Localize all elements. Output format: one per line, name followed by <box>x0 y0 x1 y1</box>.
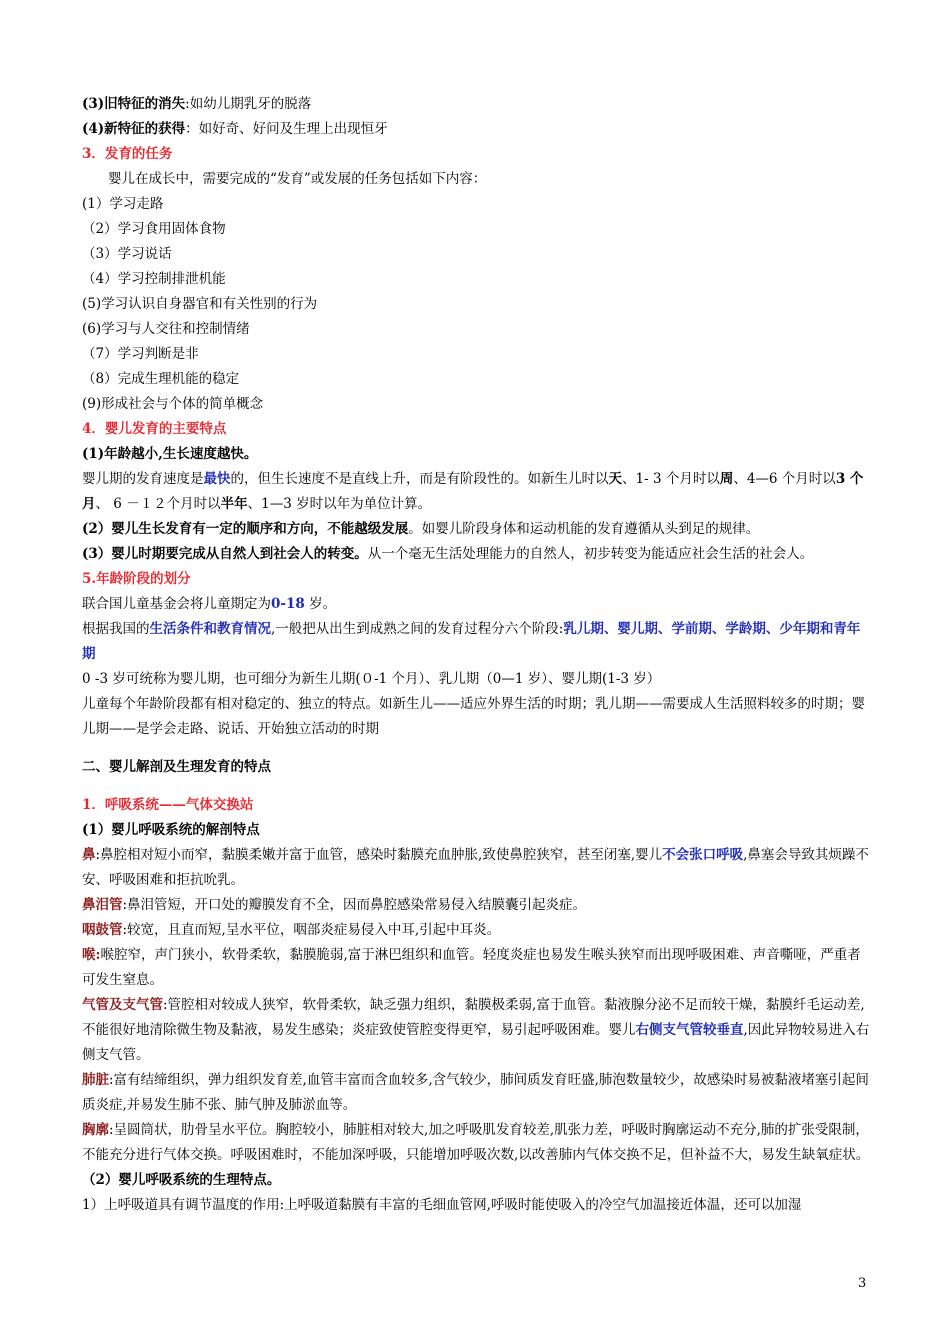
highlight-six-stages: 乳儿期、婴儿期、学前期、学龄期、少年期和青年期 <box>82 621 861 662</box>
feature-item-4 <box>82 117 872 142</box>
task-item: (6)学习与人交往和控制情绪 <box>82 321 250 337</box>
organ-nose <box>82 843 872 893</box>
feature-point-2-text: 。如婴儿阶段身体和运动机能的发育遵循从头到足的规律。 <box>408 521 760 537</box>
feature-item-3-text: :如幼儿期乳牙的脱落 <box>185 96 312 112</box>
task-item: （8）完成生理机能的稳定 <box>82 371 240 387</box>
text-run: :富有结缔组织，弹力组织发育差,血管丰富而含血较多,含气较少，肺间质发育旺盛,肺泡数量较少，故感染时易被黏液堵塞引起间质炎症,并易发生肺不张、肺气肿及肺淤血等。 <box>82 1072 869 1113</box>
section-heading-features: 4．婴儿发育的主要特点 <box>82 421 227 437</box>
text-run: :较宽，且直而短,呈水平位，咽部炎症易侵入中耳,引起中耳炎。 <box>122 922 501 938</box>
text-run: 、1—3 岁时以年为单位计算。 <box>247 496 432 512</box>
text-run: :管腔相对较成人狭窄，软骨柔软，缺乏强力组织，黏膜极柔弱,富于血管。黏液腺分泌不足而较干燥，黏膜纤毛运动差,不能很好地清除微生物及黏液，易发生感染；炎症致使管腔变得更窄，易引起呼吸困难。婴儿 <box>82 997 865 1038</box>
organ-label: 胸廓 <box>82 1122 109 1138</box>
text-run: 岁。 <box>304 596 337 612</box>
task-item: (5)学习认识自身器官和有关性别的行为 <box>82 296 318 312</box>
feature-point-3-text: 从一个毫无生活处理能力的自然人，初步转变为能适应社会生活的社会人。 <box>367 546 814 562</box>
organ-trachea <box>82 993 872 1068</box>
organ-larynx <box>82 943 872 993</box>
feature-point-3 <box>82 542 872 567</box>
organ-label: 咽鼓管 <box>82 922 123 938</box>
page-number: 3 <box>858 1276 867 1291</box>
feature-item-3-label: (3)旧特征的消失 <box>82 96 186 112</box>
section-heading-tasks: 3．发育的任务 <box>82 146 173 162</box>
text-run: 的，但生长速度不是直线上升，而是有阶段性的。如新生儿时以 <box>230 471 609 487</box>
organ-label: 气管及支气管 <box>82 997 163 1013</box>
task-item: （7）学习判断是非 <box>82 346 199 362</box>
task-item: (9)形成社会与个体的简单概念 <box>82 396 264 412</box>
task-item: (1）学习走路 <box>82 196 164 212</box>
feature-point-2-title: (2）婴儿生长发育有一定的顺序和方向，不能越级发展 <box>82 521 409 537</box>
highlight-3-months: 3 个月 <box>82 471 864 512</box>
document-body <box>82 92 872 1218</box>
text-run: 、4—6 个月时以 <box>733 471 836 487</box>
highlight-mouth-breathing: 不会张口呼吸 <box>662 847 744 863</box>
subsection-heading-respiratory: 1．呼吸系统——气体交换站 <box>82 797 254 813</box>
organ-label: 肺脏 <box>82 1072 109 1088</box>
organ-chest <box>82 1118 872 1168</box>
respiratory-anatomy-title: (1）婴儿呼吸系统的解剖特点 <box>82 822 260 838</box>
section-heading-age-stages: 5.年龄阶段的划分 <box>82 571 191 587</box>
text-run: ,一般把从出生到成熟之间的发育过程分六个阶段: <box>271 621 564 637</box>
highlight-week: 周 <box>719 471 734 487</box>
text-run: 、1- 3 个月时以 <box>622 471 720 487</box>
text-run: 联合国儿童基金会将儿童期定为 <box>82 596 271 612</box>
organ-label: 喉: <box>82 947 101 963</box>
task-item: （4）学习控制排泄机能 <box>82 271 226 287</box>
physiology-point-1: 1）上呼吸道具有调节温度的作用:上呼吸道黏膜有丰富的毛细血管网,呼吸时能使吸入的冷空气加温接近体温，还可以加湿 <box>82 1197 802 1213</box>
respiratory-physiology-title: （2）婴儿呼吸系统的生理特点。 <box>82 1172 281 1188</box>
highlight-right-bronchus: 右侧支气管较垂直 <box>635 1022 744 1038</box>
age-paragraph-2 <box>82 617 872 667</box>
highlight-fastest: 最快 <box>203 471 231 487</box>
text-run: :鼻泪管短，开口处的瓣膜发育不全，因而鼻腔感染常易侵入结膜囊引起炎症。 <box>122 897 587 913</box>
highlight-conditions: 生活条件和教育情况 <box>149 621 271 637</box>
feature-point-1-title: (1)年龄越小,生长速度越快。 <box>82 446 258 462</box>
text-run: 、 6 －１２个月时以 <box>95 496 221 512</box>
age-paragraph-3: 0 -3 岁可统称为婴儿期，也可细分为新生儿期(０-1 个月）、乳儿期（0—1 岁）、婴儿期(1-3 岁） <box>82 671 661 687</box>
text-run: ,鼻塞会导致其烦躁不安、呼吸困难和拒抗吮乳。 <box>82 847 869 888</box>
feature-item-4-text: ：如好奇、好问及生理上出现恒牙 <box>185 121 388 137</box>
highlight-half-year: 半年 <box>220 496 248 512</box>
text-run: 婴儿期的发育速度是 <box>82 471 204 487</box>
text-run: :鼻腔相对短小而窄，黏膜柔嫩并富于血管，感染时黏膜充血肿胀,致使鼻腔狭窄，甚至闭塞,婴儿 <box>95 847 663 863</box>
highlight-age-range: 0-18 <box>271 596 305 612</box>
highlight-day: 天 <box>608 471 622 487</box>
text-run: ,因此异物较易进入右侧支气管。 <box>82 1022 870 1063</box>
organ-lung <box>82 1068 872 1118</box>
part-heading-anatomy: 二、婴儿解剖及生理发育的特点 <box>82 759 271 775</box>
tasks-intro: 婴儿在成长中，需要完成的“发育”或发展的任务包括如下内容： <box>108 171 487 187</box>
age-paragraph-4: 儿童每个年龄阶段都有相对稳定的、独立的特点。如新生儿——适应外界生活的时期；乳儿期——需要成人生活照料较多的时期；婴儿期——是学会走路、说话、开始独立活动的时期 <box>82 696 865 737</box>
text-run: :呈圆筒状，肋骨呈水平位。胸腔较小，肺脏相对较大,加之呼吸肌发育较差,肌张力差，呼吸时胸廓运动不充分,肺的扩张受限制，不能充分进行气体交换。呼吸困难时，不能加深呼吸，只能增加呼吸次数,以改善肺内气体交换不足，但补益不大，易发生缺氧症状。 <box>82 1122 870 1163</box>
feature-item-3 <box>82 92 872 117</box>
task-item: （3）学习说话 <box>82 246 172 262</box>
feature-point-1-text <box>82 467 872 517</box>
feature-item-4-label: (4)新特征的获得 <box>82 121 186 137</box>
task-item: （2）学习食用固体食物 <box>82 221 226 237</box>
text-run: 喉腔窄，声门狭小，软骨柔软，黏膜脆弱,富于淋巴组织和血管。轻度炎症也易发生喉头狭窄而出现呼吸困难、声音嘶哑，严重者可发生窒息。 <box>82 947 861 988</box>
text-run: 根据我国的 <box>82 621 150 637</box>
organ-label: 鼻 <box>82 847 96 863</box>
feature-point-2 <box>82 517 872 542</box>
feature-point-3-title: (3）婴儿时期要完成从自然人到社会人的转变。 <box>82 546 368 562</box>
age-paragraph-1 <box>82 592 872 617</box>
organ-label: 鼻泪管 <box>82 897 123 913</box>
organ-eustachian-tube <box>82 918 872 943</box>
organ-tear-duct <box>82 893 872 918</box>
